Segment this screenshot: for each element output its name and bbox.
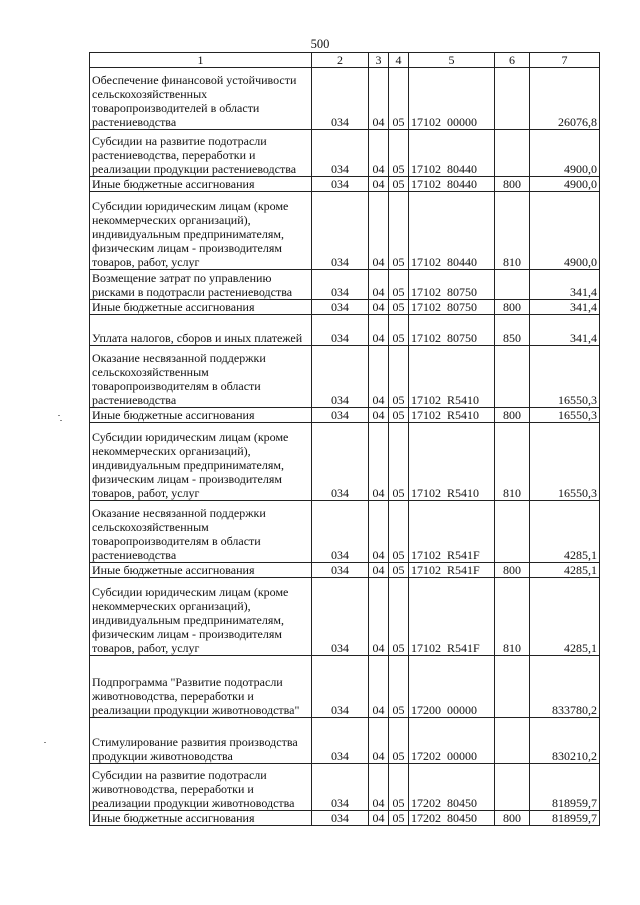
table-header-row — [90, 53, 600, 68]
expense-type-code: 800 — [495, 300, 530, 315]
section-code: 04 — [369, 300, 389, 315]
target-item-code: 17102 80750 — [409, 270, 495, 300]
row-name: Оказание несвязанной поддержки сельскохозяйственным товаропроизводителям в области растениеводства — [90, 501, 312, 563]
subsection-code: 05 — [389, 130, 409, 177]
scan-speck — [44, 742, 46, 743]
subsection-code: 05 — [389, 300, 409, 315]
table-row — [90, 764, 600, 811]
subsection-code: 05 — [389, 192, 409, 270]
ministry-code: 034 — [312, 764, 369, 811]
ministry-code: 034 — [312, 315, 369, 346]
column-header: 2 — [312, 53, 369, 68]
section-code: 04 — [369, 315, 389, 346]
subsection-code: 05 — [389, 501, 409, 563]
row-name: Стимулирование развития производства продукции животноводства — [90, 718, 312, 764]
subsection-code: 05 — [389, 423, 409, 501]
row-name: Субсидии на развитие подотрасли животноводства, переработки и реализации продукции животноводства — [90, 764, 312, 811]
expense-type-code: 810 — [495, 192, 530, 270]
ministry-code: 034 — [312, 346, 369, 408]
ministry-code: 034 — [312, 563, 369, 578]
table-row — [90, 501, 600, 563]
amount-value: 4900,0 — [530, 177, 600, 192]
subsection-code: 05 — [389, 811, 409, 826]
subsection-code: 05 — [389, 177, 409, 192]
subsection-code: 05 — [389, 718, 409, 764]
amount-value: 341,4 — [530, 315, 600, 346]
row-name: Оказание несвязанной поддержки сельскохозяйственным товаропроизводителям в области растениеводства — [90, 346, 312, 408]
subsection-code: 05 — [389, 408, 409, 423]
subsection-code: 05 — [389, 578, 409, 656]
row-name: Иные бюджетные ассигнования — [90, 408, 312, 423]
scan-speck — [58, 415, 60, 416]
row-name: Субсидии юридическим лицам (кроме некоммерческих организаций), индивидуальным предпринимателям, физическим лицам - производителям товаров, работ, услуг — [90, 578, 312, 656]
section-code: 04 — [369, 408, 389, 423]
row-name: Субсидии на развитие подотрасли растениеводства, переработки и реализации продукции растениеводства — [90, 130, 312, 177]
ministry-code: 034 — [312, 408, 369, 423]
row-name: Субсидии юридическим лицам (кроме некоммерческих организаций), индивидуальным предпринимателям, физическим лицам - производителям товаров, работ, услуг — [90, 423, 312, 501]
expense-type-code: 800 — [495, 563, 530, 578]
amount-value: 4285,1 — [530, 578, 600, 656]
section-code: 04 — [369, 192, 389, 270]
section-code: 04 — [369, 764, 389, 811]
row-name: Обеспечение финансовой устойчивости сельскохозяйственных товаропроизводителей в области растениеводства — [90, 68, 312, 130]
table-row — [90, 811, 600, 826]
section-code: 04 — [369, 423, 389, 501]
table-row — [90, 423, 600, 501]
target-item-code: 17102 R5410 — [409, 423, 495, 501]
ministry-code: 034 — [312, 300, 369, 315]
section-code: 04 — [369, 656, 389, 718]
expense-type-code — [495, 270, 530, 300]
ministry-code: 034 — [312, 423, 369, 501]
target-item-code: 17202 80450 — [409, 811, 495, 826]
target-item-code: 17102 80440 — [409, 177, 495, 192]
target-item-code: 17102 R541F — [409, 578, 495, 656]
section-code: 04 — [369, 346, 389, 408]
section-code: 04 — [369, 811, 389, 826]
amount-value: 341,4 — [530, 300, 600, 315]
column-header: 7 — [530, 53, 600, 68]
table-row — [90, 578, 600, 656]
section-code: 04 — [369, 718, 389, 764]
expense-type-code — [495, 764, 530, 811]
target-item-code: 17102 80750 — [409, 315, 495, 346]
row-name: Возмещение затрат по управлению рисками в подотрасли растениеводства — [90, 270, 312, 300]
table-row — [90, 177, 600, 192]
section-code: 04 — [369, 130, 389, 177]
scan-speck — [60, 420, 62, 421]
budget-table — [89, 52, 600, 826]
table-row — [90, 315, 600, 346]
subsection-code: 05 — [389, 315, 409, 346]
ministry-code: 034 — [312, 578, 369, 656]
amount-value: 4900,0 — [530, 192, 600, 270]
row-name: Иные бюджетные ассигнования — [90, 300, 312, 315]
section-code: 04 — [369, 563, 389, 578]
expense-type-code: 800 — [495, 177, 530, 192]
subsection-code: 05 — [389, 656, 409, 718]
expense-type-code: 810 — [495, 423, 530, 501]
column-header: 6 — [495, 53, 530, 68]
target-item-code: 17102 80750 — [409, 300, 495, 315]
ministry-code: 034 — [312, 718, 369, 764]
section-code: 04 — [369, 177, 389, 192]
column-header: 4 — [389, 53, 409, 68]
amount-value: 341,4 — [530, 270, 600, 300]
amount-value: 4285,1 — [530, 563, 600, 578]
row-name: Иные бюджетные ассигнования — [90, 563, 312, 578]
subsection-code: 05 — [389, 764, 409, 811]
target-item-code: 17102 00000 — [409, 68, 495, 130]
column-header: 3 — [369, 53, 389, 68]
expense-type-code — [495, 130, 530, 177]
ministry-code: 034 — [312, 656, 369, 718]
target-item-code: 17102 R5410 — [409, 346, 495, 408]
subsection-code: 05 — [389, 346, 409, 408]
row-name: Подпрограмма "Развитие подотрасли животноводства, переработки и реализации продукции животноводства" — [90, 656, 312, 718]
expense-type-code: 810 — [495, 578, 530, 656]
section-code: 04 — [369, 501, 389, 563]
ministry-code: 034 — [312, 177, 369, 192]
target-item-code: 17200 00000 — [409, 656, 495, 718]
amount-value: 833780,2 — [530, 656, 600, 718]
amount-value: 4900,0 — [530, 130, 600, 177]
expense-type-code — [495, 501, 530, 563]
amount-value: 16550,3 — [530, 408, 600, 423]
ministry-code: 034 — [312, 270, 369, 300]
ministry-code: 034 — [312, 68, 369, 130]
section-code: 04 — [369, 68, 389, 130]
table-row — [90, 718, 600, 764]
expense-type-code — [495, 68, 530, 130]
table-row — [90, 300, 600, 315]
table-row — [90, 656, 600, 718]
amount-value: 16550,3 — [530, 423, 600, 501]
target-item-code: 17102 R5410 — [409, 408, 495, 423]
column-header: 1 — [90, 53, 312, 68]
ministry-code: 034 — [312, 501, 369, 563]
row-name: Иные бюджетные ассигнования — [90, 177, 312, 192]
row-name: Иные бюджетные ассигнования — [90, 811, 312, 826]
target-item-code: 17202 00000 — [409, 718, 495, 764]
amount-value: 16550,3 — [530, 346, 600, 408]
table-row — [90, 563, 600, 578]
amount-value: 26076,8 — [530, 68, 600, 130]
expense-type-code — [495, 346, 530, 408]
subsection-code: 05 — [389, 563, 409, 578]
table-row — [90, 130, 600, 177]
row-name: Уплата налогов, сборов и иных платежей — [90, 315, 312, 346]
subsection-code: 05 — [389, 270, 409, 300]
table-row — [90, 408, 600, 423]
target-item-code: 17102 R541F — [409, 563, 495, 578]
expense-type-code: 800 — [495, 408, 530, 423]
target-item-code: 17102 R541F — [409, 501, 495, 563]
expense-type-code — [495, 718, 530, 764]
table-row — [90, 346, 600, 408]
table-row — [90, 270, 600, 300]
amount-value: 818959,7 — [530, 811, 600, 826]
section-code: 04 — [369, 578, 389, 656]
table-row — [90, 68, 600, 130]
target-item-code: 17102 80440 — [409, 130, 495, 177]
section-code: 04 — [369, 270, 389, 300]
ministry-code: 034 — [312, 130, 369, 177]
expense-type-code: 850 — [495, 315, 530, 346]
expense-type-code: 800 — [495, 811, 530, 826]
ministry-code: 034 — [312, 811, 369, 826]
ministry-code: 034 — [312, 192, 369, 270]
column-header: 5 — [409, 53, 495, 68]
page-number: 500 — [310, 37, 330, 51]
target-item-code: 17102 80440 — [409, 192, 495, 270]
row-name: Субсидии юридическим лицам (кроме некоммерческих организаций), индивидуальным предпринимателям, физическим лицам - производителям товаров, работ, услуг — [90, 192, 312, 270]
expense-type-code — [495, 656, 530, 718]
target-item-code: 17202 80450 — [409, 764, 495, 811]
subsection-code: 05 — [389, 68, 409, 130]
amount-value: 4285,1 — [530, 501, 600, 563]
amount-value: 830210,2 — [530, 718, 600, 764]
table-row — [90, 192, 600, 270]
amount-value: 818959,7 — [530, 764, 600, 811]
